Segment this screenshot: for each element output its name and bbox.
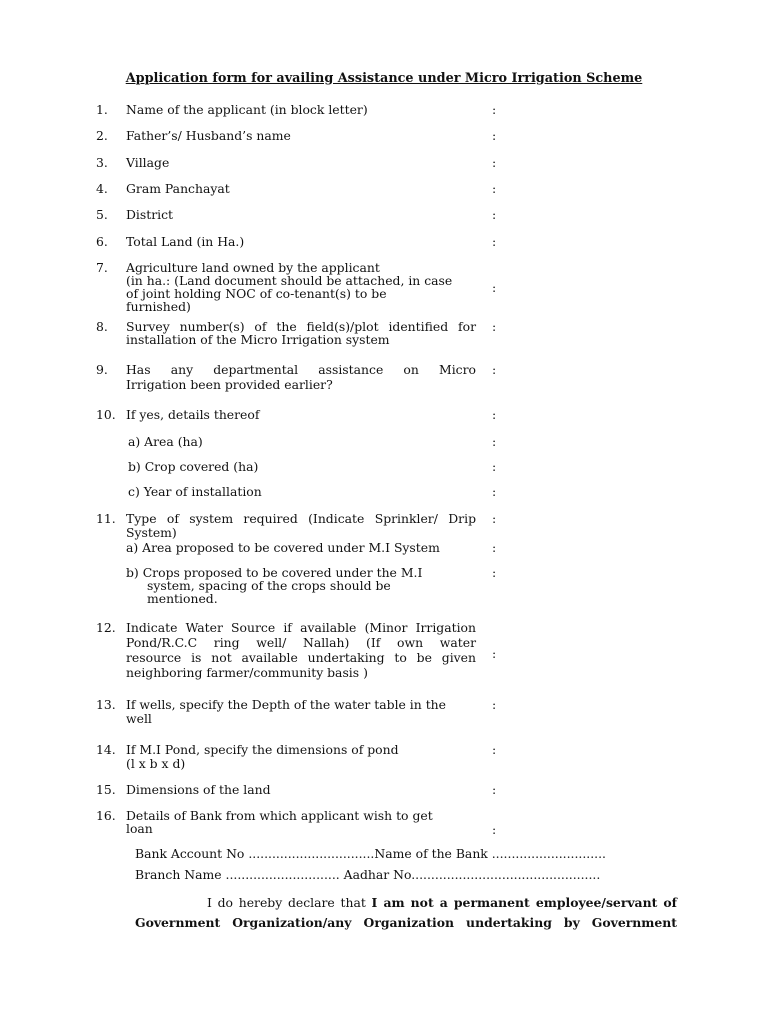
item-label: Gram Panchayat	[126, 181, 230, 196]
declaration-line-1	[135, 893, 677, 913]
item-label-line: resource is not available undertaking to be given	[126, 650, 476, 665]
item-number: 12.	[96, 620, 116, 635]
colon-separator: :	[492, 155, 497, 170]
subitem-label: a) Area proposed to be covered under M.I System	[126, 540, 440, 555]
item-number: 8.	[96, 319, 108, 334]
subitem-label-line: b) Crops proposed to be covered under the M.I	[126, 565, 423, 580]
colon-separator: :	[492, 782, 497, 797]
item-label-line: Indicate Water Source if available (Minor Irrigation	[126, 620, 476, 635]
item-number: 15.	[96, 782, 116, 797]
item-label: If yes, details thereof	[126, 407, 260, 422]
item-label-line: Irrigation been provided earlier?	[126, 377, 333, 392]
item-label-line: well	[126, 711, 152, 726]
declaration-line-2: Government Organization/any Organization undertaking by Government	[135, 915, 677, 930]
item-number: 4.	[96, 181, 108, 196]
colon-separator: :	[492, 697, 497, 712]
item-label: Total Land (in Ha.)	[126, 234, 245, 249]
item-number: 11.	[96, 511, 116, 526]
colon-separator: :	[492, 459, 497, 474]
item-label: Name of the applicant (in block letter)	[126, 102, 368, 117]
item-number: 14.	[96, 742, 116, 757]
item-number: 1.	[96, 102, 108, 117]
item-note-line: furnished)	[126, 299, 191, 314]
colon-separator: :	[492, 319, 497, 334]
item-label-line: Pond/R.C.C ring well/ Nallah) (If own water	[126, 635, 476, 650]
colon-separator: :	[492, 822, 497, 837]
item-number: 7.	[96, 260, 108, 275]
item-label-line: (l x b x d)	[126, 756, 186, 771]
subitem-label: b) Crop covered (ha)	[128, 459, 259, 474]
item-number: 16.	[96, 808, 116, 823]
item-label-line: loan	[126, 821, 153, 836]
item-label: Village	[126, 155, 170, 170]
colon-separator: :	[492, 565, 497, 580]
colon-separator: :	[492, 207, 497, 222]
colon-separator: :	[492, 434, 497, 449]
colon-separator: :	[492, 102, 497, 117]
item-label: Dimensions of the land	[126, 782, 271, 797]
item-label-line: Survey number(s) of the field(s)/plot identified for	[126, 319, 476, 334]
item-label: Agriculture land owned by the applicant	[126, 260, 380, 275]
colon-separator: :	[492, 742, 497, 757]
form-subitem-10c	[128, 485, 458, 498]
form-subitem-10a	[128, 435, 458, 448]
item-number: 9.	[96, 362, 108, 377]
colon-separator: :	[492, 511, 497, 526]
item-label-line: installation of the Micro Irrigation system	[126, 332, 390, 347]
colon-separator: :	[492, 646, 497, 661]
item-note-line: (in ha.: (Land document should be attached, in case	[126, 273, 453, 288]
colon-separator: :	[492, 128, 497, 143]
form-subitem-10b	[128, 460, 458, 473]
item-number: 13.	[96, 697, 116, 712]
bank-account-line: Bank Account No ................................Name of the Bank .............................	[135, 846, 606, 861]
subitem-label: a) Area (ha)	[128, 434, 203, 449]
declaration-bold-text: I am not a permanent employee/servant of	[371, 895, 677, 910]
item-label-line: Has any departmental assistance on Micro	[126, 362, 476, 377]
item-note-line: of joint holding NOC of co-tenant(s) to be	[126, 286, 387, 301]
subitem-label: c) Year of installation	[128, 484, 262, 499]
item-label-line: Details of Bank from which applicant wish to get	[126, 808, 433, 823]
item-label-line: If M.I Pond, specify the dimensions of pond	[126, 742, 399, 757]
branch-aadhar-line: Branch Name ............................. Aadhar No................................................	[135, 867, 601, 882]
item-label-line: neighboring farmer/community basis )	[126, 665, 368, 680]
item-label-line: Type of system required (Indicate Sprinkler/ Drip	[126, 511, 476, 526]
item-number: 3.	[96, 155, 108, 170]
colon-separator: :	[492, 484, 497, 499]
item-label: Father’s/ Husband’s name	[126, 128, 291, 143]
item-number: 5.	[96, 207, 108, 222]
colon-separator: :	[492, 280, 497, 295]
subitem-label-line: mentioned.	[147, 591, 218, 606]
colon-separator: :	[492, 181, 497, 196]
item-label-line: System)	[126, 525, 177, 540]
subitem-label-line: system, spacing of the crops should be	[147, 578, 391, 593]
declaration-prefix: I do hereby declare that	[207, 895, 372, 910]
item-number: 2.	[96, 128, 108, 143]
form-title: Application form for availing Assistance under Micro Irrigation Scheme	[125, 71, 643, 86]
item-label: District	[126, 207, 174, 222]
item-number: 10.	[96, 407, 116, 422]
colon-separator: :	[492, 407, 497, 422]
colon-separator: :	[492, 234, 497, 249]
colon-separator: :	[492, 540, 497, 555]
item-label-line: If wells, specify the Depth of the water table in the	[126, 697, 446, 712]
item-number: 6.	[96, 234, 108, 249]
colon-separator: :	[492, 362, 497, 377]
